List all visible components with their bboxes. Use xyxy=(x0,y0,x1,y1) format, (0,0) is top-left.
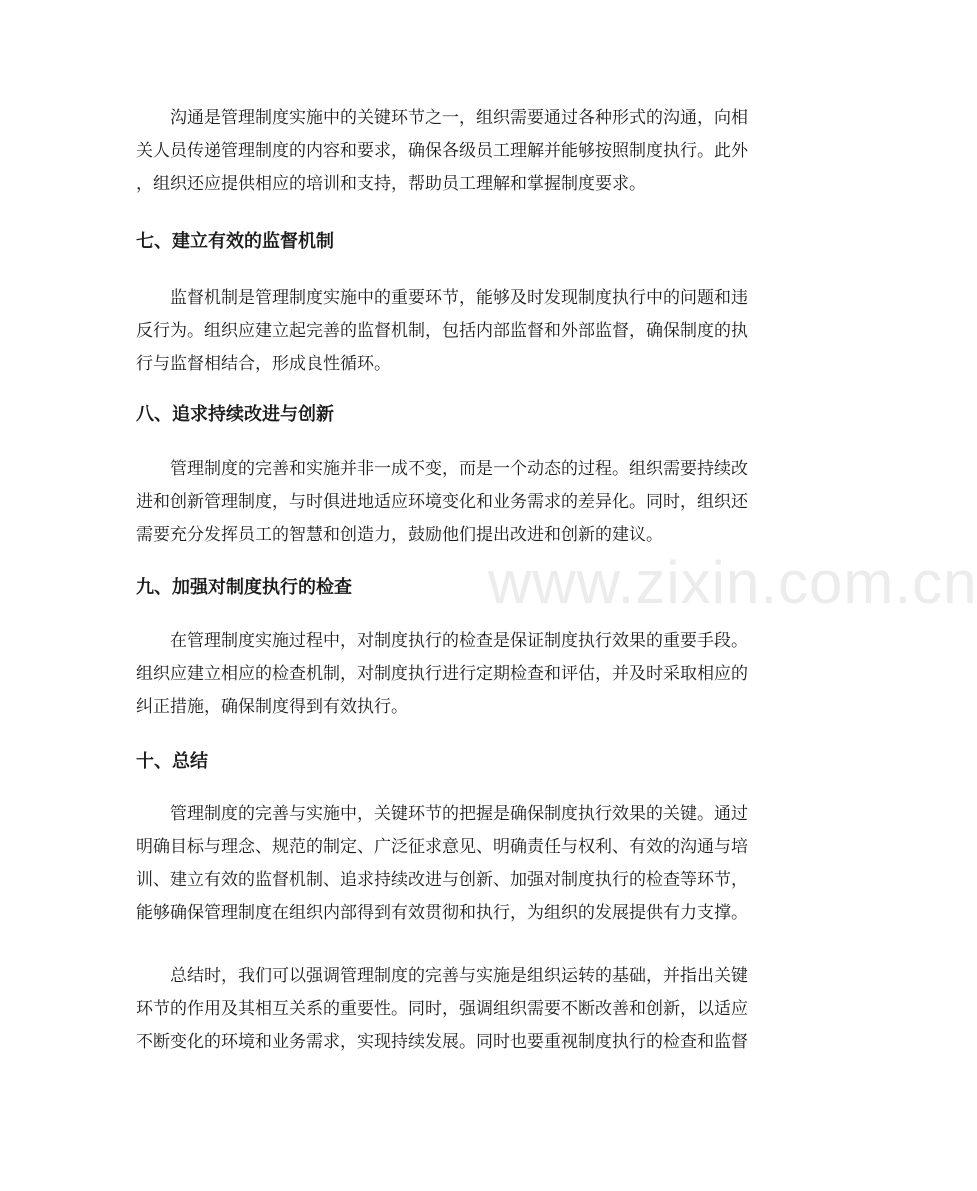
paragraph-summary-1 xyxy=(136,798,784,930)
watermark: www.zixin.com.cn xyxy=(488,549,977,616)
paragraph-line: 组织应建立相应的检查机制，对制度执行进行定期检查和评估，并及时采取相应的 xyxy=(136,664,748,684)
paragraph-line: 进和创新管理制度，与时俱进地适应环境变化和业务需求的差异化。同时，组织还 xyxy=(136,492,748,512)
paragraph-line: 环节的作用及其相互关系的重要性。同时，强调组织需要不断改善和创新，以适应 xyxy=(136,999,748,1019)
paragraph-line: 监督机制是管理制度实施中的重要环节，能够及时发现制度执行中的问题和违 xyxy=(170,288,748,308)
section-heading-9: 九、加强对制度执行的检查 xyxy=(136,577,352,598)
paragraph-summary-2 xyxy=(136,960,784,1059)
paragraph-line: 行与监督相结合，形成良性循环。 xyxy=(136,354,391,374)
paragraph-line: 能够确保管理制度在组织内部得到有效贯彻和执行，为组织的发展提供有力支撑。 xyxy=(136,903,748,923)
paragraph-line: 不断变化的环境和业务需求，实现持续发展。同时也要重视制度执行的检查和监督 xyxy=(136,1032,748,1052)
paragraph-line: 反行为。组织应建立起完善的监督机制，包括内部监督和外部监督，确保制度的执 xyxy=(136,321,748,341)
paragraph-line: 纠正措施，确保制度得到有效执行。 xyxy=(136,697,408,717)
paragraph-line: 明确目标与理念、规范的制定、广泛征求意见、明确责任与权利、有效的沟通与培 xyxy=(136,837,748,857)
paragraph-communication xyxy=(136,102,784,201)
paragraph-line: 需要充分发挥员工的智慧和创造力，鼓励他们提出改进和创新的建议。 xyxy=(136,525,663,545)
paragraph-line: 总结时，我们可以强调管理制度的完善与实施是组织运转的基础，并指出关键 xyxy=(170,966,748,986)
paragraph-improvement xyxy=(136,453,784,552)
paragraph-line: 管理制度的完善和实施并非一成不变，而是一个动态的过程。组织需要持续改 xyxy=(170,459,748,479)
paragraph-supervision xyxy=(136,282,784,381)
paragraph-line: ，组织还应提供相应的培训和支持，帮助员工理解和掌握制度要求。 xyxy=(136,174,646,194)
paragraph-line: 沟通是管理制度实施中的关键环节之一，组织需要通过各种形式的沟通，向相 xyxy=(170,108,748,128)
paragraph-line: 管理制度的完善与实施中，关键环节的把握是确保制度执行效果的关键。通过 xyxy=(170,804,748,824)
section-heading-10: 十、总结 xyxy=(136,751,208,772)
paragraph-line: 在管理制度实施过程中，对制度执行的检查是保证制度执行效果的重要手段。 xyxy=(170,631,748,651)
section-heading-7: 七、建立有效的监督机制 xyxy=(136,231,334,252)
paragraph-line: 关人员传递管理制度的内容和要求，确保各级员工理解并能够按照制度执行。此外 xyxy=(136,141,748,161)
paragraph-inspection xyxy=(136,625,784,724)
section-heading-8: 八、追求持续改进与创新 xyxy=(136,404,334,425)
paragraph-line: 训、建立有效的监督机制、追求持续改进与创新、加强对制度执行的检查等环节， xyxy=(136,870,748,890)
